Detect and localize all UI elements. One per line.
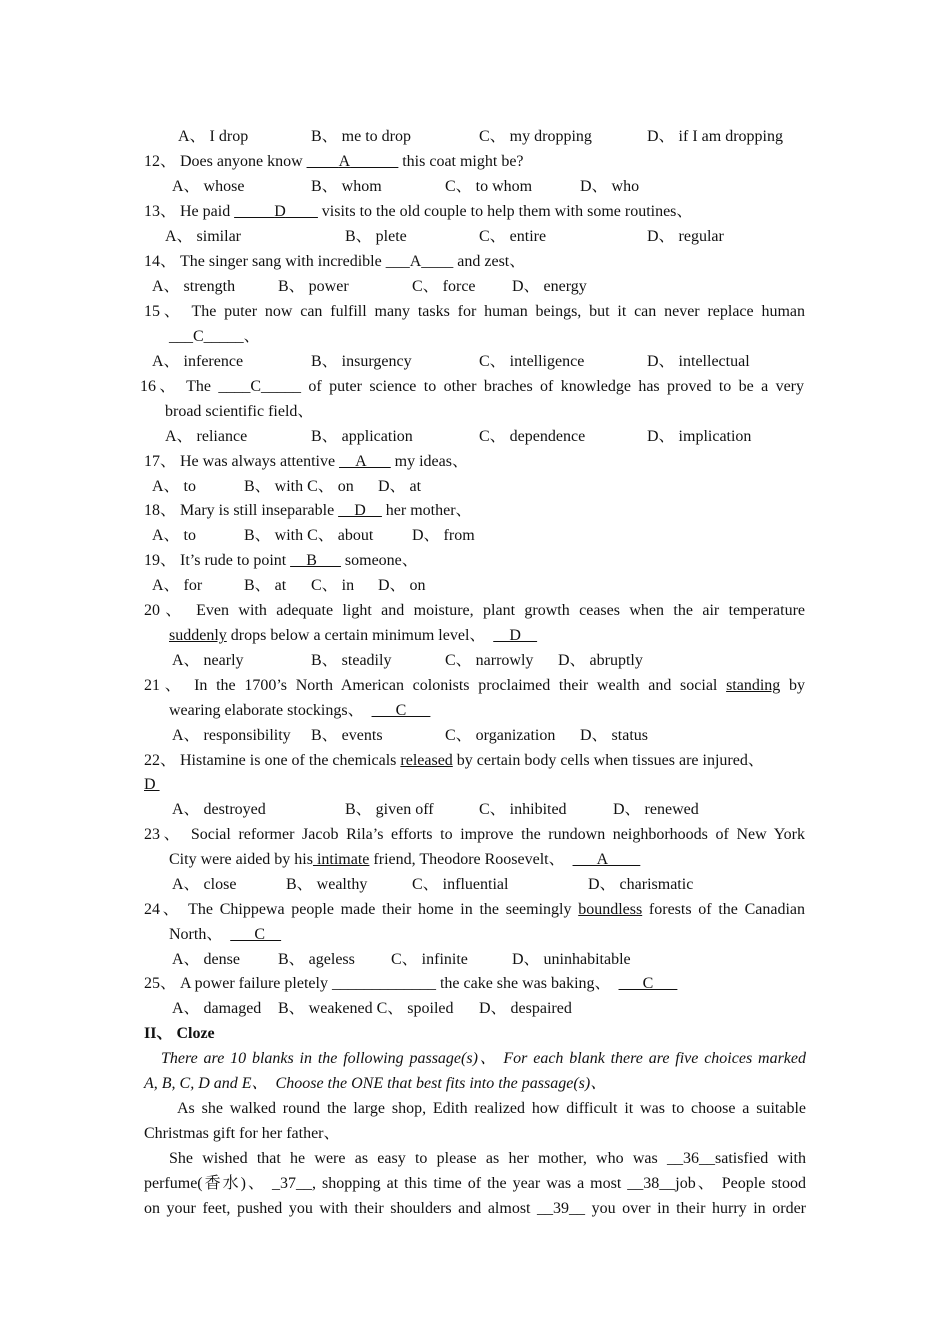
q19-option-a: A、 for [152, 577, 203, 594]
q19-option-c: C、 in [311, 577, 355, 594]
q21-option-c: C、 organization [445, 727, 556, 744]
q14-option-d: D、 energy [512, 278, 587, 295]
q23-option-a: A、 close [172, 876, 237, 893]
q20-option-a: A、 nearly [172, 652, 244, 669]
q24-option-b: B、 ageless [278, 951, 355, 968]
passage-p1-line1: As she walked round the large shop, Edith realized how difficult it was to choose a suitable [177, 1100, 806, 1117]
q21-option-b: B、 events [311, 727, 383, 744]
q18-option-d: D、 from [412, 527, 475, 544]
passage-p2-line3: on your feet, pushed you with their shoulders and almost __39__ you over in their hurry in order [144, 1200, 806, 1217]
q22-option-a: A、 destroyed [172, 801, 266, 818]
q21-stem-line2: wearing elaborate stockings、 ___C___ [169, 702, 431, 719]
q13-stem: 13、 He paid _____D____ visits to the old couple to help them with some routines、 [144, 203, 693, 220]
q22-option-b: B、 given off [345, 801, 434, 818]
q20-option-d: D、 abruptly [558, 652, 643, 669]
q12-option-b: B、 whom [311, 178, 382, 195]
section-heading: II、 Cloze [144, 1025, 215, 1042]
cloze-instructions-line1: There are 10 blanks in the following passage(s)、 For each blank there are five choices marked [161, 1050, 806, 1067]
passage-p2-line2: perfume(香水)、 _37__, shopping at this time of the year was a most __38__job、 People stood [144, 1175, 806, 1192]
q20-answer: __D__ [493, 627, 537, 644]
q24-answer: ___C__ [230, 926, 282, 943]
q25-option-bc: B、 weakened C、 spoiled [278, 1000, 454, 1017]
q22-option-d: D、 renewed [613, 801, 699, 818]
q20-stem-line1: 20、 Even with adequate light and moisture, plant growth ceases when the air temperature [144, 602, 805, 619]
q16-stem-line2: broad scientific field、 [165, 403, 314, 420]
q22-option-c: C、 inhibited [479, 801, 567, 818]
q11-option-b: B、 me to drop [311, 128, 411, 145]
q24-option-a: A、 dense [172, 951, 240, 968]
q11-option-d: D、 if I am dropping [647, 128, 783, 145]
q14-stem: 14、 The singer sang with incredible ___A____ and zest、 [144, 253, 526, 270]
q12-stem: 12、 Does anyone know ____A______ this coat might be? [144, 153, 524, 170]
q18-answer: __D__ [338, 502, 382, 519]
q24-option-c: C、 infinite [391, 951, 468, 968]
passage-p2-line1: She wished that he were as easy to please as her mother, who was __36__satisfied with [169, 1150, 806, 1167]
q12-option-a: A、 whose [172, 178, 245, 195]
q18-option-a: A、 to [152, 527, 197, 544]
q19-stem: 19、 It’s rude to point __B___ someone、 [144, 552, 418, 569]
q13-option-d: D、 regular [647, 228, 724, 245]
q25-answer: ___C___ [618, 975, 678, 992]
q19-answer: __B___ [290, 552, 341, 569]
q17-answer: __A___ [339, 453, 391, 470]
q13-option-c: C、 entire [479, 228, 547, 245]
q17-option-d: D、 at [378, 478, 422, 495]
q18-stem: 18、 Mary is still inseparable __D__ her mother、 [144, 502, 472, 519]
q12-option-d: D、 who [580, 178, 640, 195]
q13-option-b: B、 plete [345, 228, 407, 245]
q21-answer: ___C___ [371, 702, 431, 719]
q24-stem-line1: 24、 The Chippewa people made their home in the seemingly boundless forests of the Canadian [144, 901, 805, 918]
q22-stem: 22、 Histamine is one of the chemicals released by certain body cells when tissues are injured、 [144, 752, 764, 769]
q24-stem-line2: North、 ___C__ [169, 926, 282, 943]
q23-option-c: C、 influential [412, 876, 509, 893]
q17-option-bc: B、 with C、 on [244, 478, 354, 495]
q15-option-d: D、 intellectual [647, 353, 750, 370]
cloze-instructions-line2: A, B, C, D and E、 Choose the ONE that best fits into the passage(s)、 [144, 1075, 607, 1092]
q11-option-a: A、 I drop [178, 128, 249, 145]
q19-option-d: D、 on [378, 577, 426, 594]
q13-answer: _____D____ [234, 203, 318, 220]
q19-option-b: B、 at [244, 577, 287, 594]
q17-stem: 17、 He was always attentive __A___ my ideas、 [144, 453, 468, 470]
q15-stem-line1: 15、 The puter now can fulfill many tasks for human beings, but it can never replace human [144, 303, 805, 320]
q16-option-a: A、 reliance [165, 428, 248, 445]
q21-option-a: A、 responsibility [172, 727, 291, 744]
q20-option-c: C、 narrowly [445, 652, 534, 669]
q17-option-a: A、 to [152, 478, 197, 495]
q24-option-d: D、 uninhabitable [512, 951, 631, 968]
q18-option-bc: B、 with C、 about [244, 527, 374, 544]
q20-stem-line2: suddenly drops below a certain minimum level、 __D__ [169, 627, 537, 644]
q16-option-c: C、 dependence [479, 428, 586, 445]
passage-p1-line2: Christmas gift for her father、 [144, 1125, 340, 1142]
q15-option-a: A、 inference [152, 353, 244, 370]
q12-answer: ____A______ [306, 153, 399, 170]
q16-stem-line1: 16、 The ____C_____ of puter science to other braches of knowledge has proved to be a very [140, 378, 804, 395]
q15-option-c: C、 intelligence [479, 353, 585, 370]
q23-stem-line1: 23、 Social reformer Jacob Rila’s efforts to improve the rundown neighborhoods of New York [144, 826, 805, 843]
q16-option-b: B、 application [311, 428, 413, 445]
q25-option-a: A、 damaged [172, 1000, 262, 1017]
q15-stem-line2: ___C_____、 [169, 328, 260, 345]
q12-option-c: C、 to whom [445, 178, 533, 195]
q22-answer: D [144, 776, 160, 793]
q14-option-c: C、 force [412, 278, 476, 295]
q25-stem: 25、 A power failure pletely _____________ the cake she was baking、 ___C___ [144, 975, 678, 992]
q14-option-a: A、 strength [152, 278, 236, 295]
q23-option-b: B、 wealthy [286, 876, 368, 893]
q23-answer: ___A____ [572, 851, 641, 868]
q23-stem-line2: City were aided by his intimate friend, Theodore Roosevelt、 ___A____ [169, 851, 641, 868]
q21-option-d: D、 status [580, 727, 649, 744]
q11-option-c: C、 my dropping [479, 128, 592, 145]
q16-option-d: D、 implication [647, 428, 752, 445]
q13-option-a: A、 similar [165, 228, 241, 245]
q14-option-b: B、 power [278, 278, 349, 295]
q15-option-b: B、 insurgency [311, 353, 412, 370]
q25-option-d: D、 despaired [479, 1000, 572, 1017]
q21-stem-line1: 21、 In the 1700’s North American colonists proclaimed their wealth and social standing by [144, 677, 805, 694]
q20-option-b: B、 steadily [311, 652, 392, 669]
q23-option-d: D、 charismatic [588, 876, 694, 893]
